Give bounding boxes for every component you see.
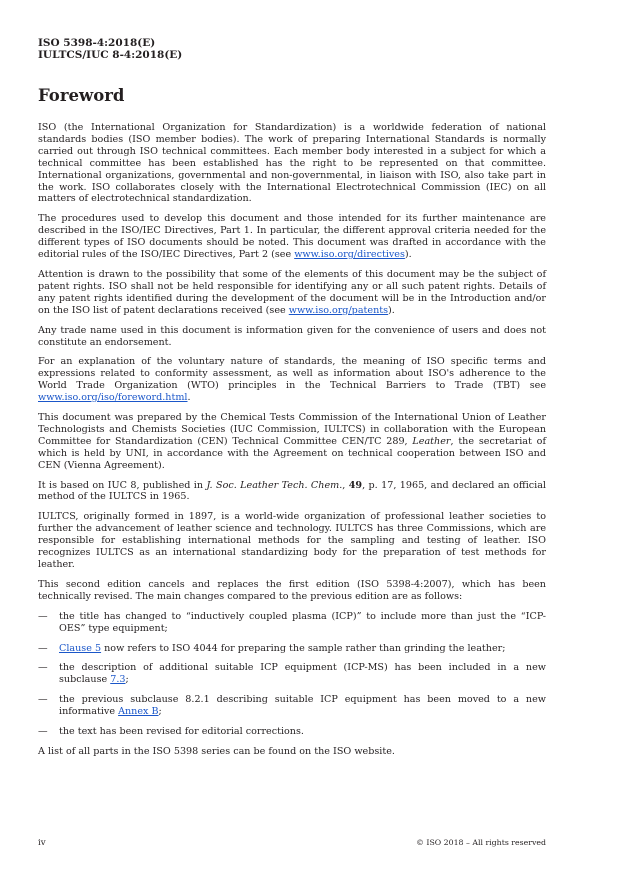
paragraph-second-edition: This second edition cancels and replaces the first edition (ISO 5398-4:2007), which has been technically revised. The main changes compared to the previous edition are as follows: <box>38 578 546 602</box>
paragraph-iultcs: IULTCS, originally formed in 1897, is a world-wide organization of professional leather societies to further the advancement of leather science and technology. IULTCS has three Commissions, which are responsible for establishing international methods for the sampling and testing of leather. ISO recognizes IULTCS as an international standardizing body for the preparation of test methods for leather. <box>38 511 546 570</box>
foreword-body <box>38 122 546 766</box>
page-title: Foreword <box>38 86 125 105</box>
subclause-7-3-link[interactable]: 7.3 <box>110 674 126 686</box>
paragraph-trade-name: Any trade name used in this document is information given for the convenience of users and does not constitute an endorsement. <box>38 324 546 348</box>
page-footer <box>38 838 546 848</box>
copyright-notice: © ISO 2018 – All rights reserved <box>416 838 546 847</box>
foreword-link[interactable]: www.iso.org/iso/foreword.html <box>38 392 188 404</box>
paragraph-based-on: It is based on IUC 8, published in J. Soc. Leather Tech. Chem., 49, p. 17, 1965, and declared an official method of the IULTCS in 1965. <box>38 479 546 503</box>
list-item: — Clause 5 now refers to ISO 4044 for preparing the sample rather than grinding the leather; <box>38 642 506 654</box>
paragraph-iso-intro: ISO (the International Organization for Standardization) is a worldwide federation of national standards bodies (ISO member bodies). The work of preparing International Standards is normally carried out through ISO technical committees. Each member body interested in a subject for which a technical committee has been established has the right to be represented on that committee. International organizations, governmental and non-governmental, in liaison with ISO, also take part in the work. ISO collaborates closely with the International Electrotechnical Commission (IEC) on all matters of electrotechnical standardization. <box>38 122 546 205</box>
list-item: — the previous subclause 8.2.1 describing suitable ICP equipment has been moved to a new informative Annex B; <box>38 694 546 718</box>
clause-5-link[interactable]: Clause 5 <box>59 642 102 654</box>
dash-bullet: — <box>38 642 48 654</box>
directives-link[interactable]: www.iso.org/directives <box>294 249 405 261</box>
dash-bullet: — <box>38 694 48 706</box>
document-identifier <box>38 37 182 61</box>
paragraph-patents: Attention is drawn to the possibility that some of the elements of this document may be the subject of patent rights. ISO shall not be held responsible for identifying any or all such patent rights. Details of any patent rights identified during the development of the document will be in the Introduction and/or on the ISO list of patent declarations received (see www.iso.org/patents). <box>38 268 546 316</box>
paragraph-prepared-by: This document was prepared by the Chemical Tests Commission of the International Union of Leather Technologists and Chemists Societies (IUC Commission, IULTCS) in collaboration with the European Committee for Standardization (CEN) Technical Committee CEN/TC 289, Leather, the secretariat of which is held by UNI, in accordance with the Agreement on technical cooperation between ISO and CEN (Vienna Agreement). <box>38 412 547 471</box>
dash-bullet: — <box>38 610 48 622</box>
paragraph-series-list: A list of all parts in the ISO 5398 series can be found on the ISO website. <box>38 745 395 757</box>
dash-bullet: — <box>38 662 48 674</box>
list-item: — the title has changed to “inductively coupled plasma (ICP)” to include more than just the “ICP-OES” type equipment; <box>38 610 546 634</box>
list-item: — the description of additional suitable ICP equipment (ICP-MS) has been included in a new subclause 7.3; <box>38 662 546 686</box>
doc-id-iso: ISO 5398-4:2018(E) <box>38 37 156 49</box>
doc-id-iultcs: IULTCS/IUC 8-4:2018(E) <box>38 49 183 61</box>
page-number: iv <box>38 838 46 848</box>
dash-bullet: — <box>38 726 48 738</box>
paragraph-procedures: The procedures used to develop this document and those intended for its further maintenance are described in the ISO/IEC Directives, Part 1. In particular, the different approval criteria needed for the different types of ISO documents should be noted. This document was drafted in accordance with the editorial rules of the ISO/IEC Directives, Part 2 (see www.iso.org/directives). <box>38 213 546 261</box>
annex-b-link[interactable]: Annex B <box>118 706 159 718</box>
paragraph-voluntary-nature: For an explanation of the voluntary nature of standards, the meaning of ISO specific terms and expressions related to conformity assessment, as well as information about ISO's adherence to the World Trade Organization (WTO) principles in the Technical Barriers to Trade (TBT) see www.iso.org/iso/foreword.html. <box>38 356 546 404</box>
list-item: — the text has been revised for editorial corrections. <box>38 726 304 738</box>
changes-list <box>38 611 546 738</box>
patents-link[interactable]: www.iso.org/patents <box>288 304 389 316</box>
